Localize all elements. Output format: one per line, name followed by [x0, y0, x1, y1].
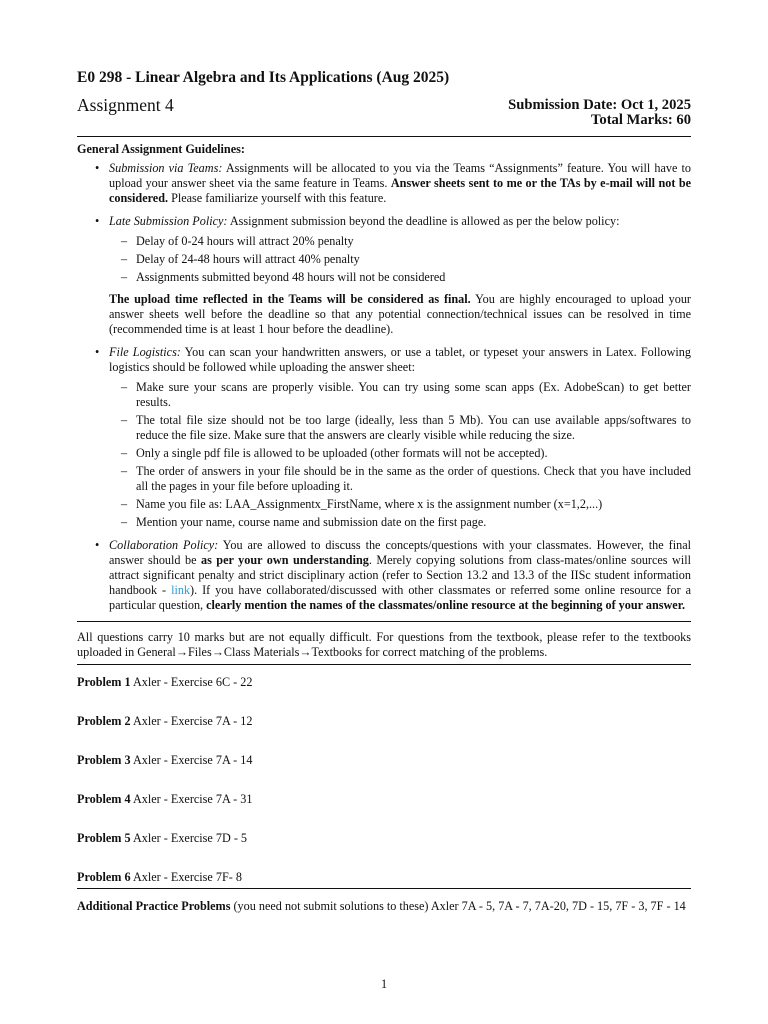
problem-item — [77, 753, 691, 792]
list-item-text: Make sure your scans are properly visible. You can try using some scan apps (Ex. AdobeScan) to get better results. — [136, 380, 691, 409]
problems-divider-top — [77, 664, 691, 665]
guideline-text: Assignment submission beyond the deadline is allowed as per the below policy: — [227, 214, 620, 228]
list-item-text: Assignments submitted beyond 48 hours will not be considered — [136, 270, 446, 284]
list-item — [121, 380, 691, 410]
guideline-label: Collaboration Policy: — [109, 538, 219, 552]
bullet-icon: • — [95, 214, 100, 228]
guideline-text: You can scan your handwritten answers, or use a tablet, or typeset your answers in Latex. Following logistics should be followed while uploading the answer sheet: — [109, 345, 691, 374]
additional-label: Additional Practice Problems — [77, 899, 231, 913]
dash-icon: – — [121, 515, 128, 529]
list-item — [121, 515, 691, 530]
guideline-text: Assignments will be allocated to you via the Teams “Assignments” feature. You will have to upload your answer sheet via the same feature in Teams. — [109, 161, 692, 190]
guideline-emphasis: as per your own understanding — [200, 553, 369, 567]
guideline-text: Please familiarize yourself with this feature. — [168, 191, 387, 205]
dash-icon: – — [121, 234, 128, 248]
assignment-title: Assignment 4 — [77, 95, 174, 115]
penalty-list — [109, 234, 691, 285]
guidelines-heading: General Assignment Guidelines: — [77, 142, 245, 156]
dash-icon: – — [121, 252, 128, 266]
guidelines-divider — [77, 621, 691, 622]
problem-item — [77, 792, 691, 831]
guideline-label: Late Submission Policy: — [109, 214, 228, 228]
guideline-text: . Merely copying solutions from class-mates/online sources will attract significant penalty and strict disciplinary action (refer to Section 13.2 and 13.3 of the IISc student information handbook - — [109, 553, 691, 597]
problem-label: Problem 5 — [77, 831, 131, 845]
list-item — [121, 446, 691, 461]
questions-note: All questions carry 10 marks but are not equally difficult. For questions from the textbook, please refer to the textbooks uploaded in General→Files→Class Materials→Textbooks for correct matching of the problems. — [77, 630, 691, 659]
bullet-icon: • — [95, 161, 100, 175]
list-item — [121, 413, 691, 443]
dash-icon: – — [121, 413, 128, 427]
list-item-text: The order of answers in your file should be in the same as the order of questions. Check that you have included all the pages in your file before uploading it. — [136, 464, 691, 493]
problem-item — [77, 675, 691, 714]
dash-icon: – — [121, 464, 128, 478]
list-item — [121, 464, 691, 494]
dash-icon: – — [121, 270, 128, 284]
problem-label: Problem 2 — [77, 714, 131, 728]
problems-divider-bottom — [77, 888, 691, 889]
total-marks: Total Marks: 60 — [591, 112, 691, 128]
problem-text: Axler - Exercise 7D - 5 — [130, 831, 248, 845]
guideline-collaboration — [95, 538, 692, 613]
guideline-file-logistics — [95, 345, 691, 530]
handbook-link[interactable]: link — [171, 583, 191, 597]
guideline-text: You are highly encouraged to upload your answer sheets well before the deadline so that any potential connection/technical issues can be resolved in time (recommended time is at least 1 hour before the deadline). — [109, 292, 691, 336]
guideline-emphasis: clearly mention the names of the classmates/online resource at the beginning of your answer. — [206, 598, 686, 612]
guideline-emphasis: The upload time reflected in the Teams will be considered as final. — [109, 292, 471, 306]
dash-icon: – — [121, 380, 128, 394]
list-item — [121, 270, 691, 285]
problem-label: Problem 1 — [77, 675, 131, 689]
guideline-label: Submission via Teams: — [109, 161, 223, 175]
additional-text: (you need not submit solutions to these) Axler 7A - 5, 7A - 7, 7A-20, 7D - 15, 7F - 3, 7F - 14 — [230, 899, 686, 913]
list-item-text: Mention your name, course name and submission date on the first page. — [136, 515, 487, 529]
problem-text: Axler - Exercise 7F- 8 — [130, 870, 242, 884]
problem-item — [77, 870, 691, 888]
problem-text: Axler - Exercise 7A - 12 — [130, 714, 253, 728]
problem-text: Axler - Exercise 7A - 14 — [130, 753, 253, 767]
list-item-text: The total file size should not be too large (ideally, less than 5 Mb). You can use available apps/softwares to reduce the file size. Make sure that the answers are clearly visible while reducing the size. — [136, 413, 691, 442]
list-item — [121, 234, 691, 249]
dash-icon: – — [121, 497, 128, 511]
list-item-text: Name you file as: LAA_Assignmentx_FirstName, where x is the assignment number (x=1,2,...) — [136, 497, 603, 511]
dash-icon: – — [121, 446, 128, 460]
additional-practice — [77, 899, 691, 914]
guideline-submission — [95, 161, 692, 206]
guideline-label: File Logistics: — [109, 345, 181, 359]
submission-date: Submission Date: Oct 1, 2025 — [508, 97, 691, 113]
list-item — [121, 252, 691, 267]
problem-text: Axler - Exercise 6C - 22 — [130, 675, 253, 689]
problem-label: Problem 3 — [77, 753, 131, 767]
file-logistics-list — [109, 380, 691, 530]
problem-label: Problem 6 — [77, 870, 131, 884]
bullet-icon: • — [95, 538, 100, 552]
list-item — [121, 497, 691, 512]
course-title: E0 298 - Linear Algebra and Its Applications (Aug 2025) — [77, 69, 450, 86]
upload-time-note — [109, 292, 691, 337]
guideline-late-submission — [95, 214, 691, 337]
list-item-text: Delay of 0-24 hours will attract 20% penalty — [136, 234, 354, 248]
header-divider — [77, 136, 691, 137]
assignment-document — [77, 68, 691, 914]
submission-info — [508, 98, 691, 128]
guideline-text: You are allowed to discuss the concepts/questions with your classmates. However, the final answer should be — [109, 538, 692, 567]
guideline-emphasis: Answer sheets sent to me or the TAs by e-mail will not be considered. — [109, 176, 692, 205]
problem-item — [77, 831, 691, 870]
bullet-icon: • — [95, 345, 100, 359]
page-number: 1 — [380, 977, 388, 991]
list-item-text: Only a single pdf file is allowed to be uploaded (other formats will not be accepted). — [136, 446, 548, 460]
title-row — [77, 95, 691, 132]
problem-label: Problem 4 — [77, 792, 131, 806]
list-item-text: Delay of 24-48 hours will attract 40% penalty — [136, 252, 360, 266]
guideline-text: ). If you have collaborated/discussed with other classmates or referred some online resource for a particular question, — [109, 583, 691, 612]
problem-item — [77, 714, 691, 753]
problem-text: Axler - Exercise 7A - 31 — [130, 792, 253, 806]
guidelines-list — [77, 161, 691, 613]
problem-list — [77, 675, 691, 888]
